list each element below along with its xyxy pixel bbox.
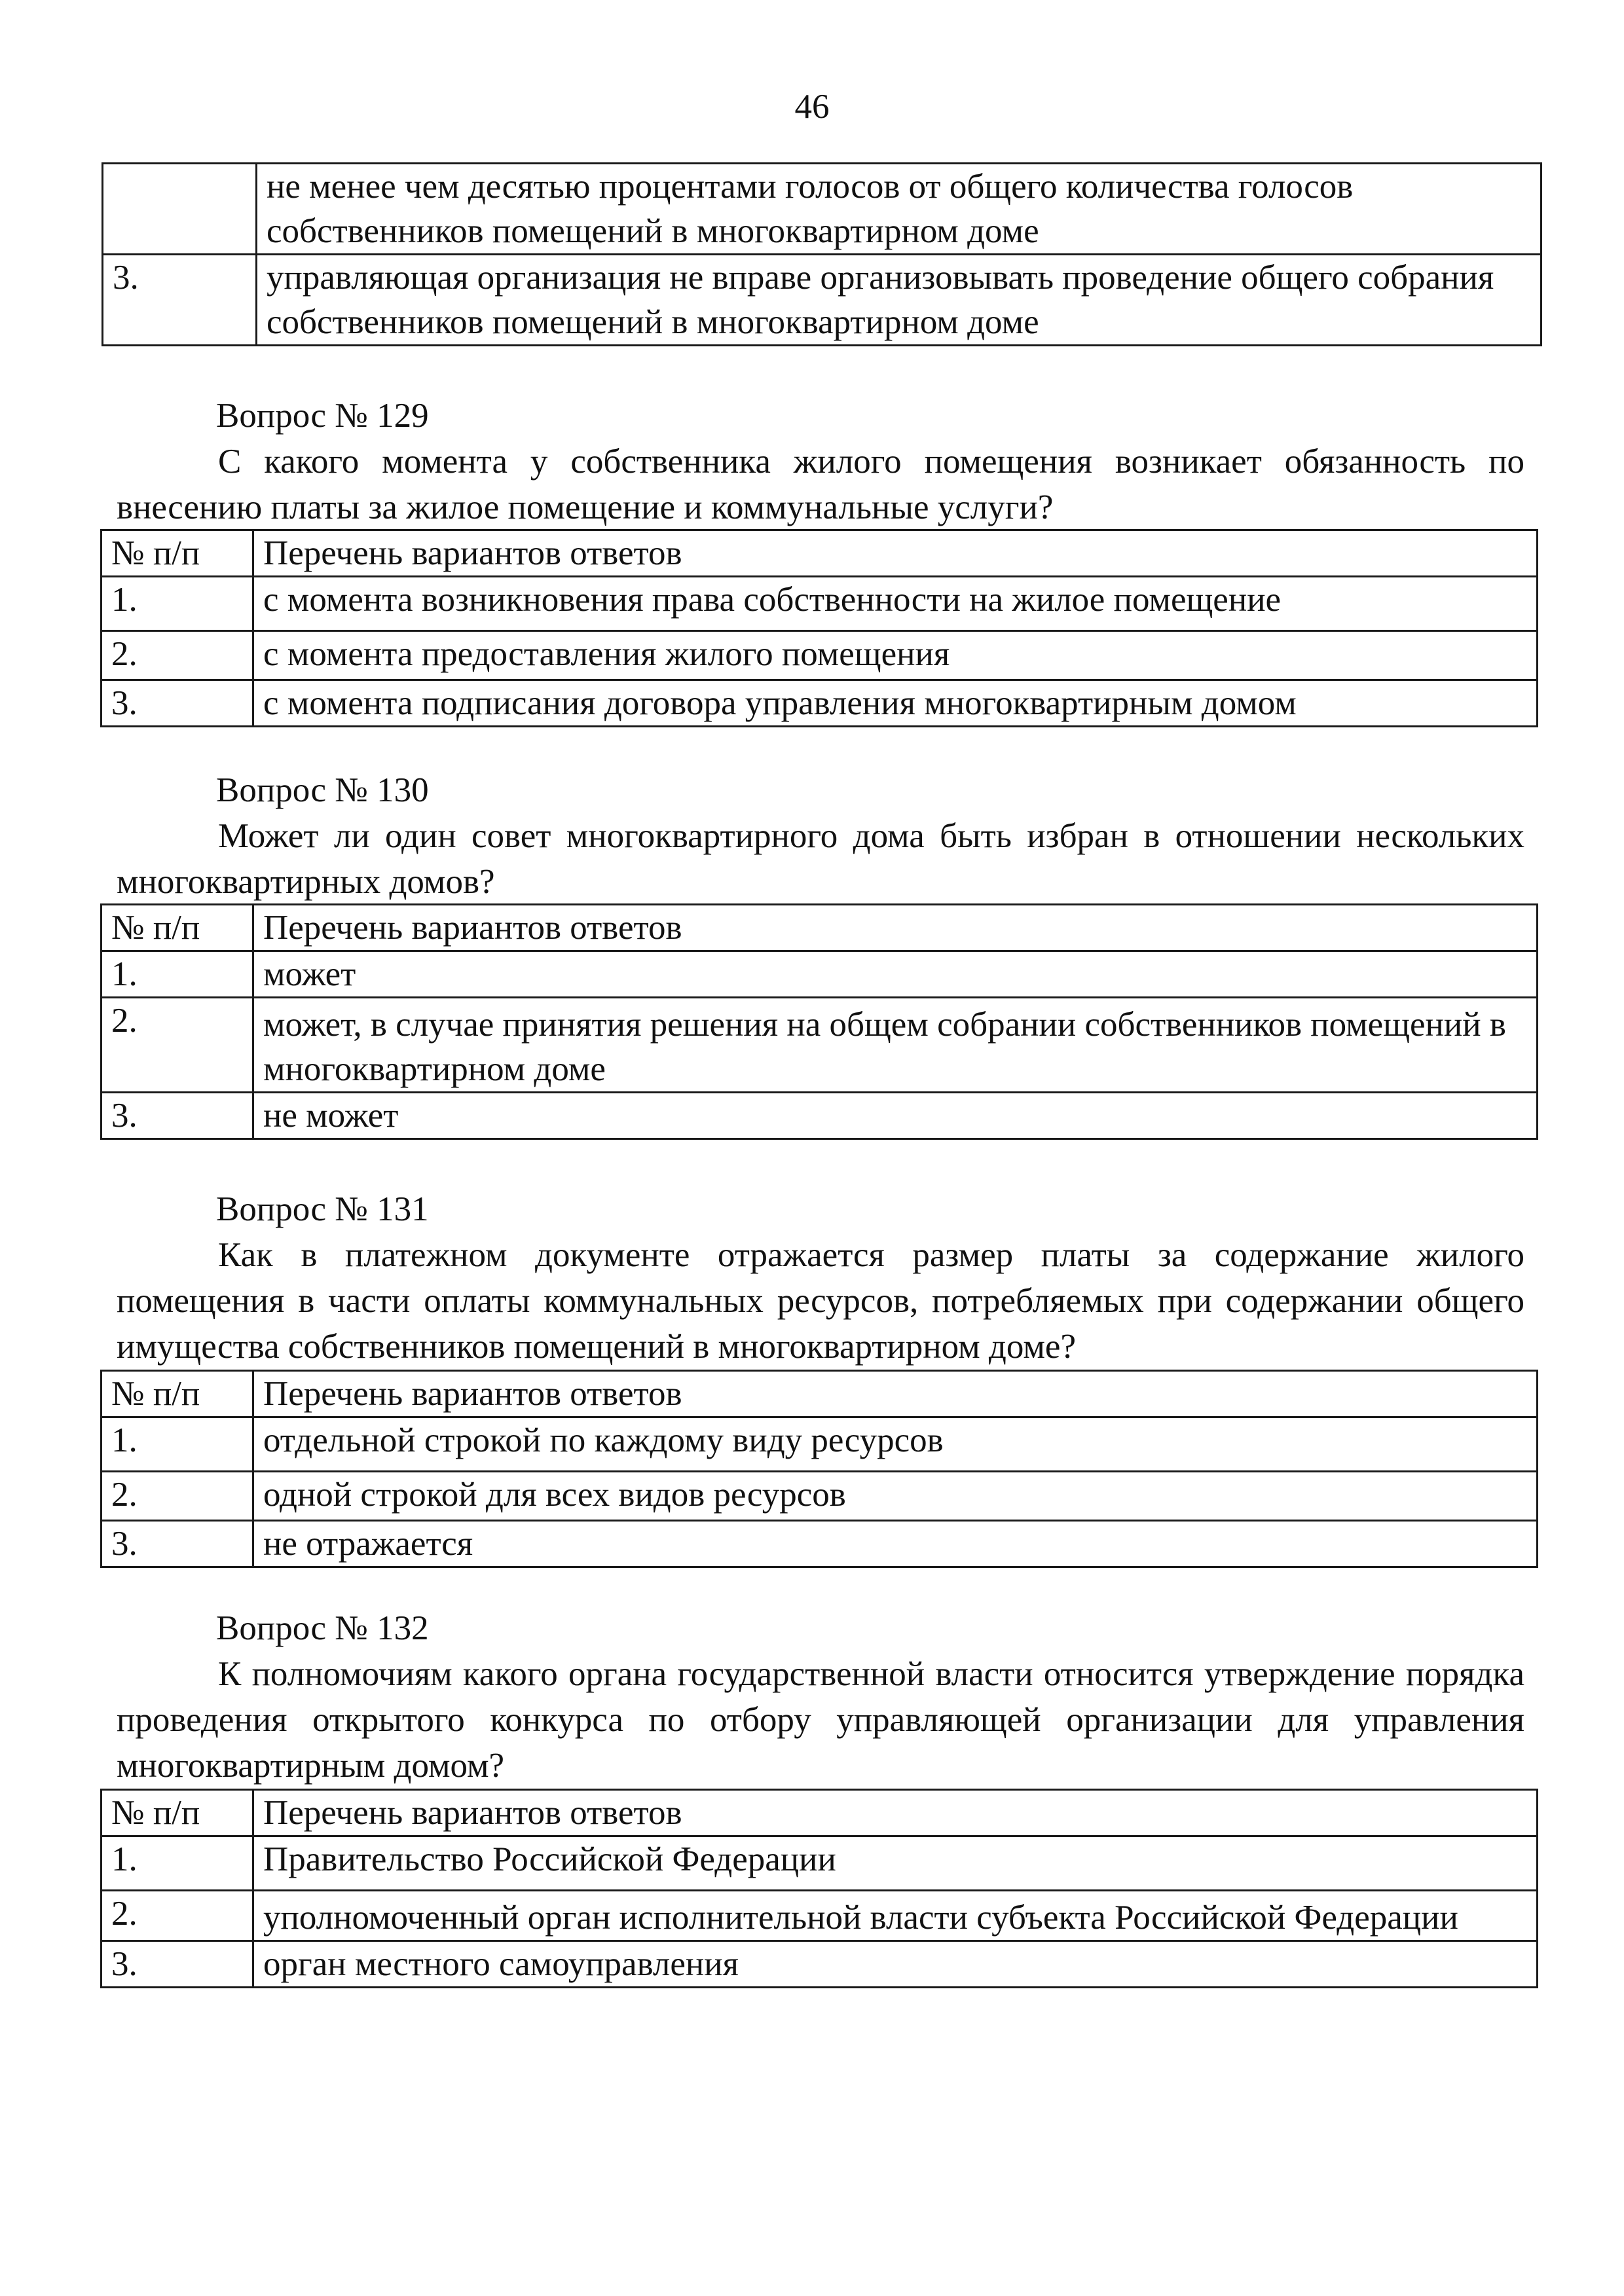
table-header-row xyxy=(101,1371,1538,1417)
page-number: 46 xyxy=(794,88,830,126)
answer-text: с момента подписания договора управления многоквартирным домом xyxy=(253,680,1538,727)
answer-text: не отражается xyxy=(253,1521,1538,1567)
question-title: Вопрос № 131 xyxy=(216,1190,429,1228)
table-header-row xyxy=(101,905,1538,951)
answer-text: с момента возникновения права собственности на жилое помещение xyxy=(253,577,1538,631)
row-number: 1. xyxy=(101,1836,253,1891)
table-row xyxy=(101,1093,1538,1139)
table-row xyxy=(103,255,1541,346)
answer-text: отдельной строкой по каждому виду ресурсов xyxy=(253,1417,1538,1472)
answer-text: одной строкой для всех видов ресурсов xyxy=(253,1472,1538,1521)
question-text: Как в платежном документе отражается размер платы за содержание жилого помещения в части оплаты коммунальных ресурсов, потребляемых при содержании общего имущества собственников помещений в многоквартирном доме? xyxy=(117,1236,1524,1366)
answer-text: орган местного самоуправления xyxy=(253,1941,1538,1988)
table-row xyxy=(101,998,1538,1093)
table-row xyxy=(101,1472,1538,1521)
table-row xyxy=(101,1521,1538,1567)
header-number: № п/п xyxy=(101,530,253,577)
row-number: 2. xyxy=(101,1472,253,1521)
row-number: 1. xyxy=(101,1417,253,1472)
question-text: Может ли один совет многоквартирного дома быть избран в отношении нескольких многоквартирных домов? xyxy=(117,817,1524,901)
table-row xyxy=(101,1891,1538,1941)
continuation-table xyxy=(101,162,1542,346)
answers-table xyxy=(100,1370,1538,1568)
table-row xyxy=(101,951,1538,998)
question-text: К полномочиям какого органа государственной власти относится утверждение порядка проведения открытого конкурса по отбору управляющей организации для управления многоквартирным домом? xyxy=(117,1655,1524,1785)
answer-text: не менее чем десятью процентами голосов от общего количества голосов собственников помещений в многоквартирном доме xyxy=(257,164,1541,255)
header-text: Перечень вариантов ответов xyxy=(253,1790,1538,1836)
row-number: 1. xyxy=(101,577,253,631)
row-number: 3. xyxy=(101,680,253,727)
answer-text: с момента предоставления жилого помещения xyxy=(253,631,1538,680)
answer-text: управляющая организация не вправе организовывать проведение общего собрания собственников помещений в многоквартирном доме xyxy=(257,255,1541,346)
question-title: Вопрос № 129 xyxy=(216,397,429,435)
row-number: 3. xyxy=(101,1093,253,1139)
row-number xyxy=(103,164,257,255)
question-title: Вопрос № 132 xyxy=(216,1609,429,1647)
table-row xyxy=(101,631,1538,680)
answer-text: уполномоченный орган исполнительной власти субъекта Российской Федерации xyxy=(253,1891,1538,1941)
header-number: № п/п xyxy=(101,1371,253,1417)
table-header-row xyxy=(101,1790,1538,1836)
header-number: № п/п xyxy=(101,905,253,951)
answers-table-131-block xyxy=(100,1370,1538,1568)
answers-table xyxy=(100,529,1538,727)
answer-text: Правительство Российской Федерации xyxy=(253,1836,1538,1891)
table-row xyxy=(101,1417,1538,1472)
answers-table-130-block xyxy=(100,903,1538,1140)
continuation-table-block xyxy=(101,162,1542,346)
answers-table-132-block xyxy=(100,1789,1538,1988)
row-number: 3. xyxy=(101,1521,253,1567)
table-row xyxy=(101,577,1538,631)
question-text: С какого момента у собственника жилого помещения возникает обязанность по внесению платы за жилое помещение и коммунальные услуги? xyxy=(117,443,1524,526)
answer-text: может, в случае принятия решения на общем собрании собственников помещений в многоквартирном доме xyxy=(253,998,1538,1093)
row-number: 1. xyxy=(101,951,253,998)
question-title: Вопрос № 130 xyxy=(216,771,429,809)
answer-text: не может xyxy=(253,1093,1538,1139)
table-row xyxy=(101,1836,1538,1891)
answers-table-129-block xyxy=(100,529,1538,727)
question-131 xyxy=(117,1186,1524,1370)
header-text: Перечень вариантов ответов xyxy=(253,905,1538,951)
question-130 xyxy=(117,767,1524,905)
header-text: Перечень вариантов ответов xyxy=(253,530,1538,577)
table-header-row xyxy=(101,530,1538,577)
row-number: 2. xyxy=(101,1891,253,1941)
table-row xyxy=(101,1941,1538,1988)
row-number: 3. xyxy=(101,1941,253,1988)
header-text: Перечень вариантов ответов xyxy=(253,1371,1538,1417)
answers-table xyxy=(100,903,1538,1140)
row-number: 2. xyxy=(101,998,253,1093)
header-number: № п/п xyxy=(101,1790,253,1836)
table-row xyxy=(103,164,1541,255)
answer-text: может xyxy=(253,951,1538,998)
question-129 xyxy=(117,393,1524,530)
question-132 xyxy=(117,1605,1524,1789)
row-number: 2. xyxy=(101,631,253,680)
answers-table xyxy=(100,1789,1538,1988)
row-number: 3. xyxy=(103,255,257,346)
table-row xyxy=(101,680,1538,727)
